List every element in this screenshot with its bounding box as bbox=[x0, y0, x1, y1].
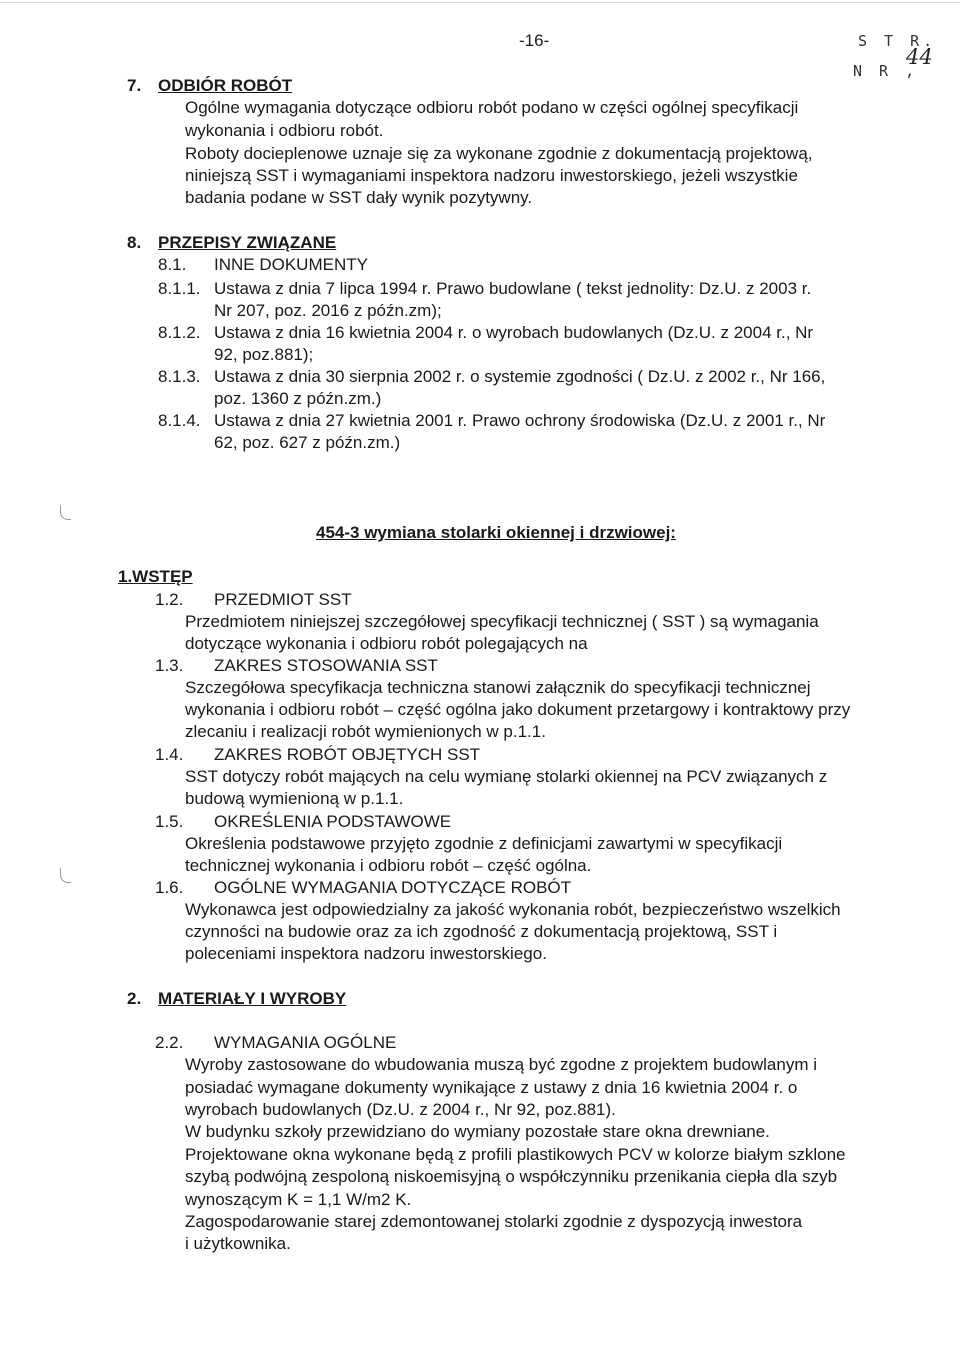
item-8-1-1-number: 8.1.1. bbox=[158, 279, 201, 298]
section-1-4-line-2: budową wymienioną w p.1.1. bbox=[185, 789, 404, 808]
stamp-line-2: N R , bbox=[853, 62, 919, 80]
item-8-1-3-number: 8.1.3. bbox=[158, 367, 201, 386]
section-7-heading: ODBIÓR ROBÓT bbox=[158, 76, 293, 95]
page-number: -16- bbox=[519, 31, 550, 50]
section-2-2-line-1: Wyroby zastosowane do wbudowania muszą być zgodne z projektem budowlanym i bbox=[185, 1055, 818, 1074]
section-1-3-title: ZAKRES STOSOWANIA SST bbox=[214, 656, 438, 675]
section-2-2-number: 2.2. bbox=[155, 1033, 184, 1052]
section-1-3-number: 1.3. bbox=[155, 656, 184, 675]
section-2-2-line-5: Projektowane okna wykonane będą z profili plastikowych PCV w kolorze białym szklone bbox=[185, 1145, 846, 1164]
handwritten-page-number: 44 bbox=[906, 45, 933, 69]
stamp-line-1: S T R. bbox=[858, 32, 937, 50]
section-1-4-line-1: SST dotyczy robót mających na celu wymianę stolarki okiennej na PCV związanych z bbox=[185, 767, 828, 786]
section-1-4-title: ZAKRES ROBÓT OBJĘTYCH SST bbox=[214, 745, 481, 764]
section-1-3-line-2: wykonania i odbioru robót – część ogólna jako dokument przetargowy i kontraktowy przy bbox=[185, 700, 851, 719]
section-1-3-line-3: zlecaniu i realizacji robót wymienionych w p.1.1. bbox=[185, 722, 546, 741]
section-1-2-title: PRZEDMIOT SST bbox=[214, 590, 352, 609]
section-1-3-line-1: Szczegółowa specyfikacja techniczna stanowi załącznik do specyfikacji technicznej bbox=[185, 678, 811, 697]
section-1-6-line-1: Wykonawca jest odpowiedzialny za jakość wykonania robót, bezpieczeństwo wszelkich bbox=[185, 900, 841, 919]
scan-margin-mark bbox=[60, 868, 71, 883]
section-1-5-line-2: technicznej wykonania i odbioru robót – część ogólna. bbox=[185, 856, 592, 875]
section-2-2-line-3: wyrobach budowlanych (Dz.U. z 2004 r., Nr 92, poz.881). bbox=[185, 1100, 616, 1119]
item-8-1-2-number: 8.1.2. bbox=[158, 323, 201, 342]
item-8-1-1-line-2: Nr 207, poz. 2016 z późn.zm); bbox=[214, 301, 442, 320]
section-1-2-number: 1.2. bbox=[155, 590, 184, 609]
item-8-1-2-line-1: Ustawa z dnia 16 kwietnia 2004 r. o wyrobach budowlanych (Dz.U. z 2004 r., Nr bbox=[214, 323, 814, 342]
section-8-number: 8. bbox=[127, 233, 142, 252]
section-7-line-5: badania podane w SST dały wynik pozytywny. bbox=[185, 188, 533, 207]
section-7-number: 7. bbox=[127, 76, 142, 95]
section-2-2-line-6: szybą podwójną zespoloną niskoemisyjną o współczynniku przenikania ciepła dla szyb bbox=[185, 1167, 838, 1186]
section-1-5-line-1: Określenia podstawowe przyjęto zgodnie z definicjami zawartymi w specyfikacji bbox=[185, 834, 783, 853]
section-2-heading: MATERIAŁY I WYROBY bbox=[158, 989, 347, 1008]
section-2-2-line-4: W budynku szkoły przewidziano do wymiany pozostałe stare okna drewniane. bbox=[185, 1122, 770, 1141]
item-8-1-4-line-1: Ustawa z dnia 27 kwietnia 2001 r. Prawo ochrony środowiska (Dz.U. z 2001 r., Nr bbox=[214, 411, 826, 430]
wstep-heading: 1.WSTĘP bbox=[118, 567, 193, 586]
section-2-number: 2. bbox=[127, 989, 142, 1008]
section-8-1-title: INNE DOKUMENTY bbox=[214, 255, 368, 274]
item-8-1-4-line-2: 62, poz. 627 z późn.zm.) bbox=[214, 433, 401, 452]
section-7-line-3: Roboty docieplenowe uznaje się za wykonane zgodnie z dokumentacją projektową, bbox=[185, 144, 813, 163]
scan-margin-mark bbox=[60, 505, 71, 520]
item-8-1-3-line-1: Ustawa z dnia 30 sierpnia 2002 r. o systemie zgodności ( Dz.U. z 2002 r., Nr 166, bbox=[214, 367, 826, 386]
item-8-1-4-number: 8.1.4. bbox=[158, 411, 201, 430]
section-7-line-2: wykonania i odbioru robót. bbox=[185, 121, 384, 140]
section-1-6-line-3: poleceniami inspektora nadzoru inwestorskiego. bbox=[185, 944, 547, 963]
section-7-line-4: niniejszą SST i wymaganiami inspektora nadzoru inwestorskiego, jeżeli wszystkie bbox=[185, 166, 798, 185]
page-top-rule bbox=[0, 2, 960, 3]
section-1-6-title: OGÓLNE WYMAGANIA DOTYCZĄCE ROBÓT bbox=[214, 878, 572, 897]
section-2-2-line-7: wynoszącym K = 1,1 W/m2 K. bbox=[185, 1190, 412, 1209]
section-2-2-title: WYMAGANIA OGÓLNE bbox=[214, 1033, 397, 1052]
section-8-heading: PRZEPISY ZWIĄZANE bbox=[158, 233, 337, 252]
item-8-1-3-line-2: poz. 1360 z późn.zm.) bbox=[214, 389, 382, 408]
section-1-2-line-2: dotyczące wykonania i odbioru robót polegających na bbox=[185, 634, 588, 653]
section-1-4-number: 1.4. bbox=[155, 745, 184, 764]
section-1-6-line-2: czynności na budowie oraz za ich zgodność z dokumentacją projektową, SST i bbox=[185, 922, 778, 941]
item-8-1-2-line-2: 92, poz.881); bbox=[214, 345, 314, 364]
section-2-2-line-2: posiadać wymagane dokumenty wynikające z ustawy z dnia 16 kwietnia 2004 r. o bbox=[185, 1078, 798, 1097]
section-1-5-number: 1.5. bbox=[155, 812, 184, 831]
section-1-2-line-1: Przedmiotem niniejszej szczegółowej specyfikacji technicznej ( SST ) są wymagania bbox=[185, 612, 819, 631]
section-7-line-1: Ogólne wymagania dotyczące odbioru robót podano w części ogólnej specyfikacji bbox=[185, 98, 799, 117]
section-1-6-number: 1.6. bbox=[155, 878, 184, 897]
spec-title: 454-3 wymiana stolarki okiennej i drzwiowej: bbox=[316, 523, 676, 542]
section-8-1-number: 8.1. bbox=[158, 255, 187, 274]
section-1-5-title: OKREŚLENIA PODSTAWOWE bbox=[214, 812, 452, 831]
section-2-2-line-9: i użytkownika. bbox=[185, 1234, 291, 1253]
section-2-2-line-8: Zagospodarowanie starej zdemontowanej stolarki zgodnie z dyspozycją inwestora bbox=[185, 1212, 803, 1231]
item-8-1-1-line-1: Ustawa z dnia 7 lipca 1994 r. Prawo budowlane ( tekst jednolity: Dz.U. z 2003 r. bbox=[214, 279, 812, 298]
